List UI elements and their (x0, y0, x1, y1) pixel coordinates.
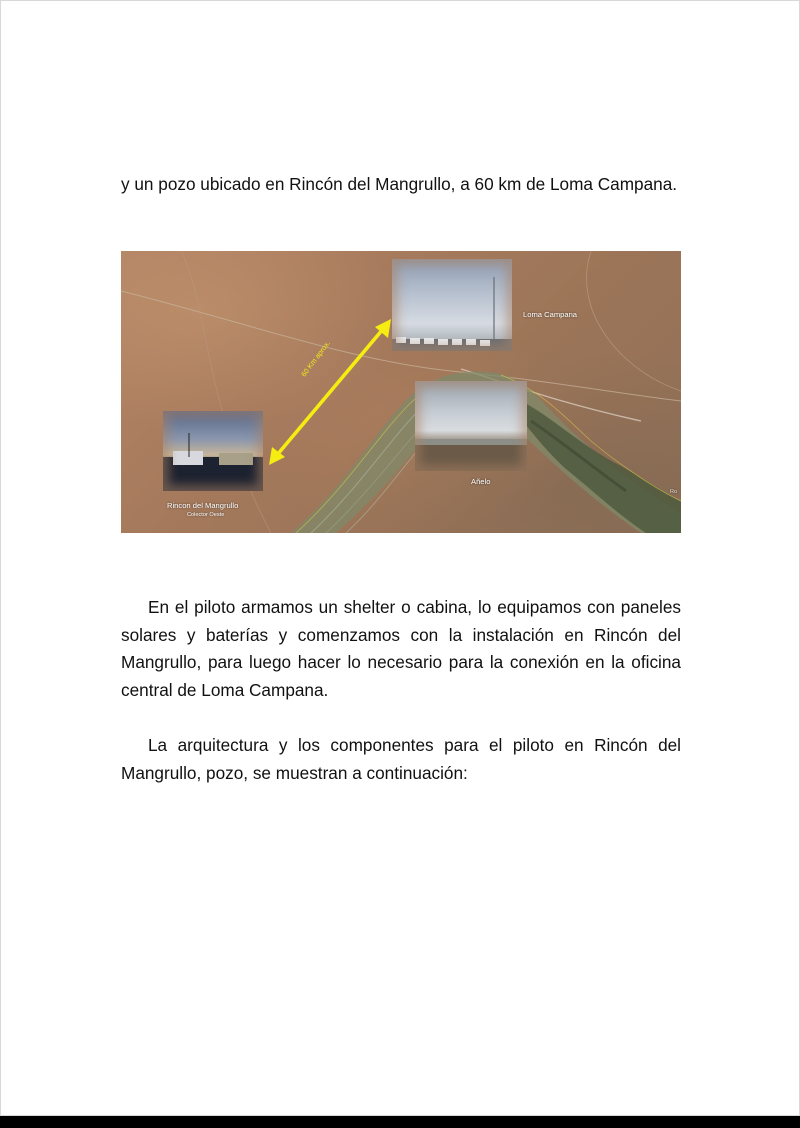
map-label-rincon: Rincon del Mangrullo (167, 501, 239, 510)
photo-rincon-del-mangrullo (163, 411, 263, 491)
photo-loma-campana (392, 259, 512, 351)
paragraph-intro: y un pozo ubicado en Rincón del Mangrullo, a 60 km de Loma Campana. (121, 174, 678, 194)
map-label-loma-campana: Loma Campana (523, 310, 578, 319)
satellite-map-figure (121, 251, 681, 533)
paragraph-piloto: En el piloto armamos un shelter o cabina, lo equipamos con paneles solares y baterías y comenzamos con la instalación en Rincón del Mangrullo, para luego hacer lo necesario para la conexión en la oficina central de Loma Campana. (121, 597, 681, 700)
map-sublabel-colector: Colector Oeste (187, 512, 225, 518)
paragraph-arquitectura: La arquitectura y los componentes para el piloto en Rincón del Mangrullo, pozo, se muestran a continuación: (121, 735, 681, 783)
bottom-bar (0, 1116, 800, 1128)
photo-anelo (415, 381, 527, 471)
map-label-anelo: Añelo (471, 477, 491, 486)
map-label-edge: Ro (670, 489, 678, 495)
map-label-distance: 60 Km aprox. (299, 338, 332, 379)
